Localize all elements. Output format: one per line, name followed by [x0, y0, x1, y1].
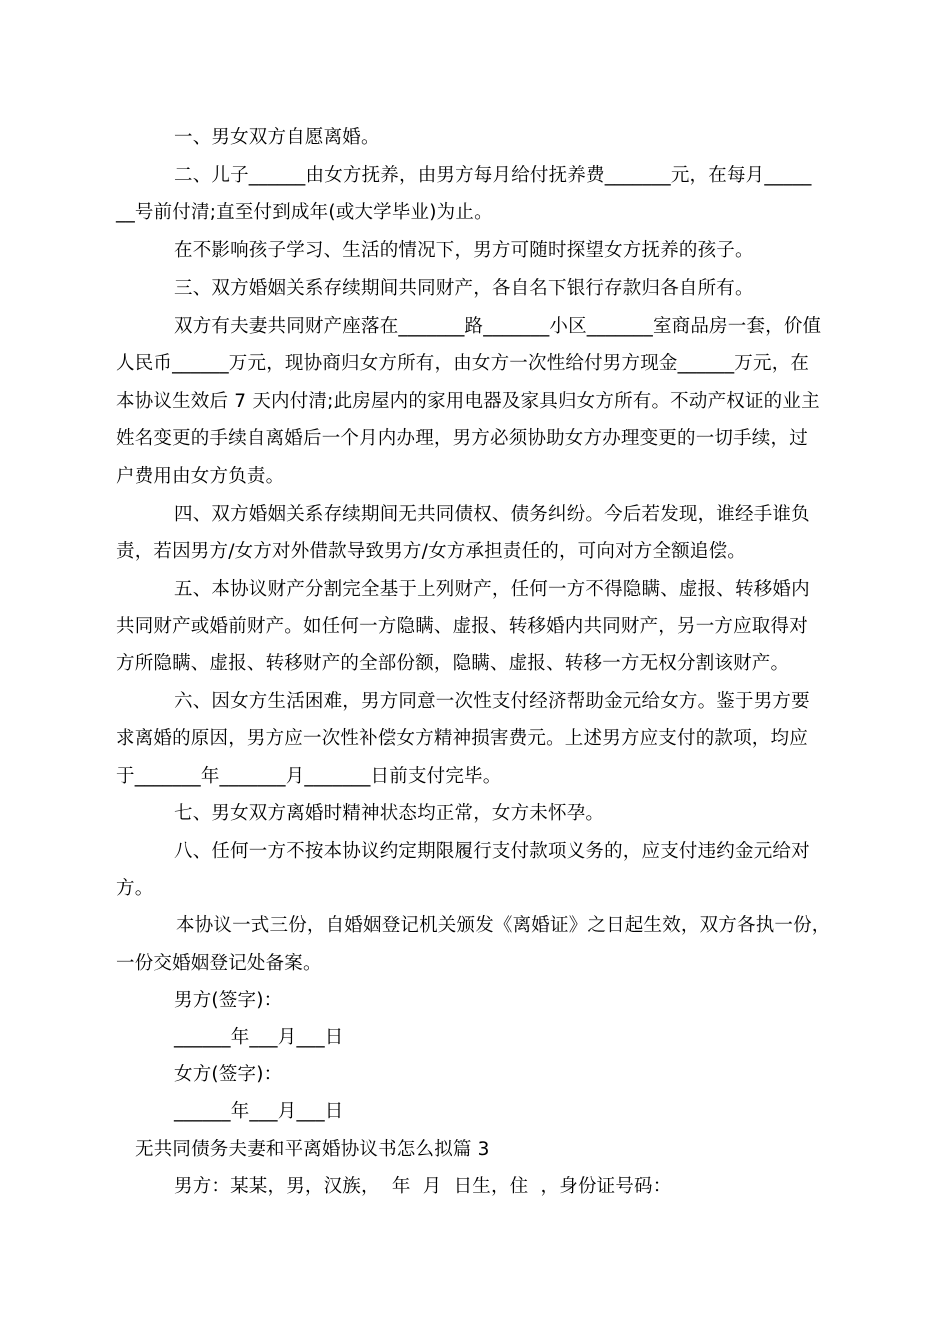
clause-1: 一、男女双方自愿离婚。 — [174, 127, 380, 148]
clause-2-line-2: __号前付清;直至付到成年(或大学毕业)为止。 — [116, 202, 493, 223]
male-signature-label: 男方(签字)： — [174, 990, 283, 1011]
clause-4-line-1: 四、双方婚姻关系存续期间无共同债权、债务纠纷。今后若发现，谁经手谁负 — [174, 504, 810, 525]
clause-3: 三、双方婚姻关系存续期间共同财产，各自名下银行存款归各自所有。 — [174, 278, 754, 299]
property-line-4: 姓名变更的手续自离婚后一个月内办理，男方必须协助女方办理变更的一切手续，过 — [116, 428, 808, 449]
male-party-info: 男方：某某，男，汉族， 年 月 日生，住 ，身份证号码： — [174, 1176, 672, 1197]
clause-8-line-2: 方。 — [116, 878, 154, 899]
clause-7: 七、男女双方离婚时精神状态均正常，女方未怀孕。 — [174, 803, 605, 824]
clause-5-line-3: 方所隐瞒、虚报、转移财产的全部份额，隐瞒、虚报、转移一方无权分割该财产。 — [116, 653, 790, 674]
clause-4-line-2: 责，若因男方/女方对外借款导致男方/女方承担责任的，可向对方全额追偿。 — [116, 541, 746, 562]
property-line-2: 人民币______万元，现协商归女方所有，由女方一次性给付男方现金______万元，在 — [116, 353, 810, 374]
clause-5-line-2: 共同财产或婚前财产。如任何一方隐瞒、虚报、转移婚内共同财产，另一方应取得对 — [116, 616, 808, 637]
clause-5-line-1: 五、本协议财产分割完全基于上列财产，任何一方不得隐瞒、虚报、转移婚内 — [174, 579, 810, 600]
visitation-paragraph: 在不影响孩子学习、生活的情况下，男方可随时探望女方抚养的孩子。 — [174, 240, 754, 261]
property-line-1: 双方有夫妻共同财产座落在_______路_______小区_______室商品房一套，价值 — [174, 316, 822, 337]
clause-6-line-3: 于_______年_______月_______日前支付完毕。 — [116, 766, 502, 787]
clause-8-line-1: 八、任何一方不按本协议约定期限履行支付款项义务的，应支付违约金元给对 — [174, 841, 810, 862]
clause-2-line-1: 二、儿子______由女方抚养，由男方每月给付抚养费_______元，在每月_____ — [174, 165, 812, 186]
female-signature-label: 女方(签字)： — [174, 1064, 283, 1085]
copies-line-1: 本协议一式三份，自婚姻登记机关颁发《离婚证》之日起生效，双方各执一份， — [176, 915, 831, 936]
clause-6-line-1: 六、因女方生活困难，男方同意一次性支付经济帮助金元给女方。鉴于男方要 — [174, 691, 810, 712]
male-signature-date: ______年___月___日 — [174, 1027, 344, 1048]
clause-6-line-2: 求离婚的原因，男方应一次性补偿女方精神损害费元。上述男方应支付的款项，均应 — [116, 728, 808, 749]
property-line-5: 户费用由女方负责。 — [116, 466, 285, 487]
section-heading: 无共同债务夫妻和平离婚协议书怎么拟篇 3 — [135, 1139, 490, 1160]
copies-line-2: 一份交婚姻登记处备案。 — [116, 953, 322, 974]
property-line-3: 本协议生效后 7 天内付清;此房屋内的家用电器及家具归女方所有。不动产权证的业主 — [116, 391, 820, 412]
female-signature-date: ______年___月___日 — [174, 1101, 344, 1122]
